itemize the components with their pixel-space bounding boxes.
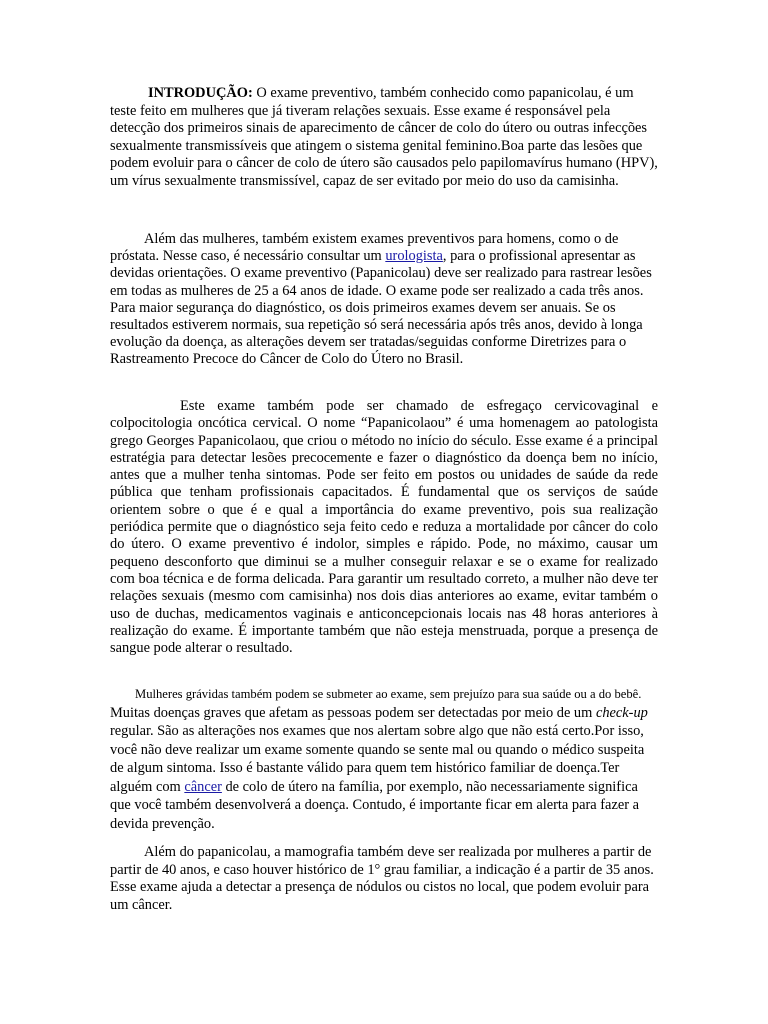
cancer-link[interactable]: câncer	[184, 778, 222, 795]
paragraph-text: Este exame também pode ser chamado de esfregaço cervicovaginal e colpocitologia oncótica cervical. O nome “Papanicolaou” é uma homenagem ao patologista grego Georges Papanicolaou, que criou o método no início do século. Esse exame é a principal estratégia para detectar lesões precocemente e fazer o diagnóstico da doença bem no início, antes que a mulher tenha sintomas. Pode ser feito em postos ou unidades de saúde da rede pública que tenham profissionais capacitados. É fundamental que os serviços de saúde orientem sobre o que é e qual a importância do exame preventivo, pois sua realização periódica permite que o diagnóstico seja feito cedo e reduza a mortalidade por câncer do colo do útero. O exame preventivo é indolor, simples e rápido. Pode, no máximo, causar um pequeno desconforto que diminui se a mulher conseguir relaxar e se o exame for realizado com boa técnica e de forma delicada. Para garantir um resultado correto, a mulher não deve ter relações sexuais (mesmo com camisinha) nos dois dias anteriores ao exame, evitar também o uso de duchas, medicamentos vaginais e anticoncepcionais locais nas 48 horas anteriores à realização do exame. É importante também que não esteja menstruada, porque a presença de sangue pode alterar o resultado.	[110, 398, 658, 657]
urologista-link[interactable]: urologista	[385, 248, 443, 265]
paragraph-text: Muitas doenças graves que afetam as pessoas podem ser detectadas por meio de um	[110, 704, 596, 721]
pregnancy-checkup-paragraph	[110, 685, 658, 833]
paragraph-text: de colo de útero na família, por exemplo, não necessariamente significa que você também desenvolverá a doença. Contudo, é importante ficar em alerta para fazer a devida prevenção.	[110, 778, 639, 832]
men-exams-paragraph	[110, 231, 658, 369]
mammography-paragraph	[110, 844, 658, 914]
introduction-paragraph	[110, 85, 658, 191]
paragraph-text: regular. São as alterações nos exames que nos alertam sobre algo que não está certo.Por isso, você não deve realizar um exame somente quando se sente mal ou quando o médico suspeita de algum sintoma. Isso é bastante válido para quem tem histórico familiar de doença.Ter alguém com	[110, 723, 645, 795]
exam-description-paragraph	[110, 398, 658, 657]
italic-term: check-up	[595, 704, 648, 721]
paragraph-small-text: Mulheres grávidas também podem se submeter ao exame, sem prejuízo para sua saúde ou a do bebê.	[135, 687, 642, 701]
section-heading: INTRODUÇÃO:	[148, 85, 253, 101]
paragraph-text: Além das mulheres, também existem exames preventivos para homens, como o de próstata. Nesse caso, é necessário consultar um	[110, 231, 619, 265]
paragraph-text: O exame preventivo, também conhecido como papanicolau, é um teste feito em mulheres que já tiveram relações sexuais. Esse exame é responsável pela detecção dos primeiros sinais de aparecimento de câncer de colo do útero ou outras infecções sexualmente transmissíveis que atingem o sistema genital feminino.Boa parte das lesões que podem evoluir para o câncer de colo de útero são causados pelo papilomavírus humano (HPV), um vírus sexualmente transmissível, capaz de ser evitado por meio do uso da camisinha.	[110, 85, 658, 189]
paragraph-text: Além do papanicolau, a mamografia também deve ser realizada por mulheres a partir de partir de 40 anos, e caso houver histórico de 1° grau familiar, a indicação é a partir de 35 anos. Esse exame ajuda a detectar a presença de nódulos ou cistos no local, que podem evoluir para um câncer.	[110, 844, 654, 913]
paragraph-text: , para o profissional apresentar as devidas orientações. O exame preventivo (Papanicolau) deve ser realizado para rastrear lesões em todas as mulheres de 25 a 64 anos de idade. O exame pode ser realizado a cada três anos. Para maior segurança do diagnóstico, os dois primeiros exames devem ser anuais. Se os resultados estiverem normais, sua repetição só será necessária após três anos, devido à longa evolução da doença, as alterações devem ser tratadas/seguidas conforme Diretrizes para o Rastreamento Precoce do Câncer de Colo do Útero no Brasil.	[110, 248, 652, 368]
